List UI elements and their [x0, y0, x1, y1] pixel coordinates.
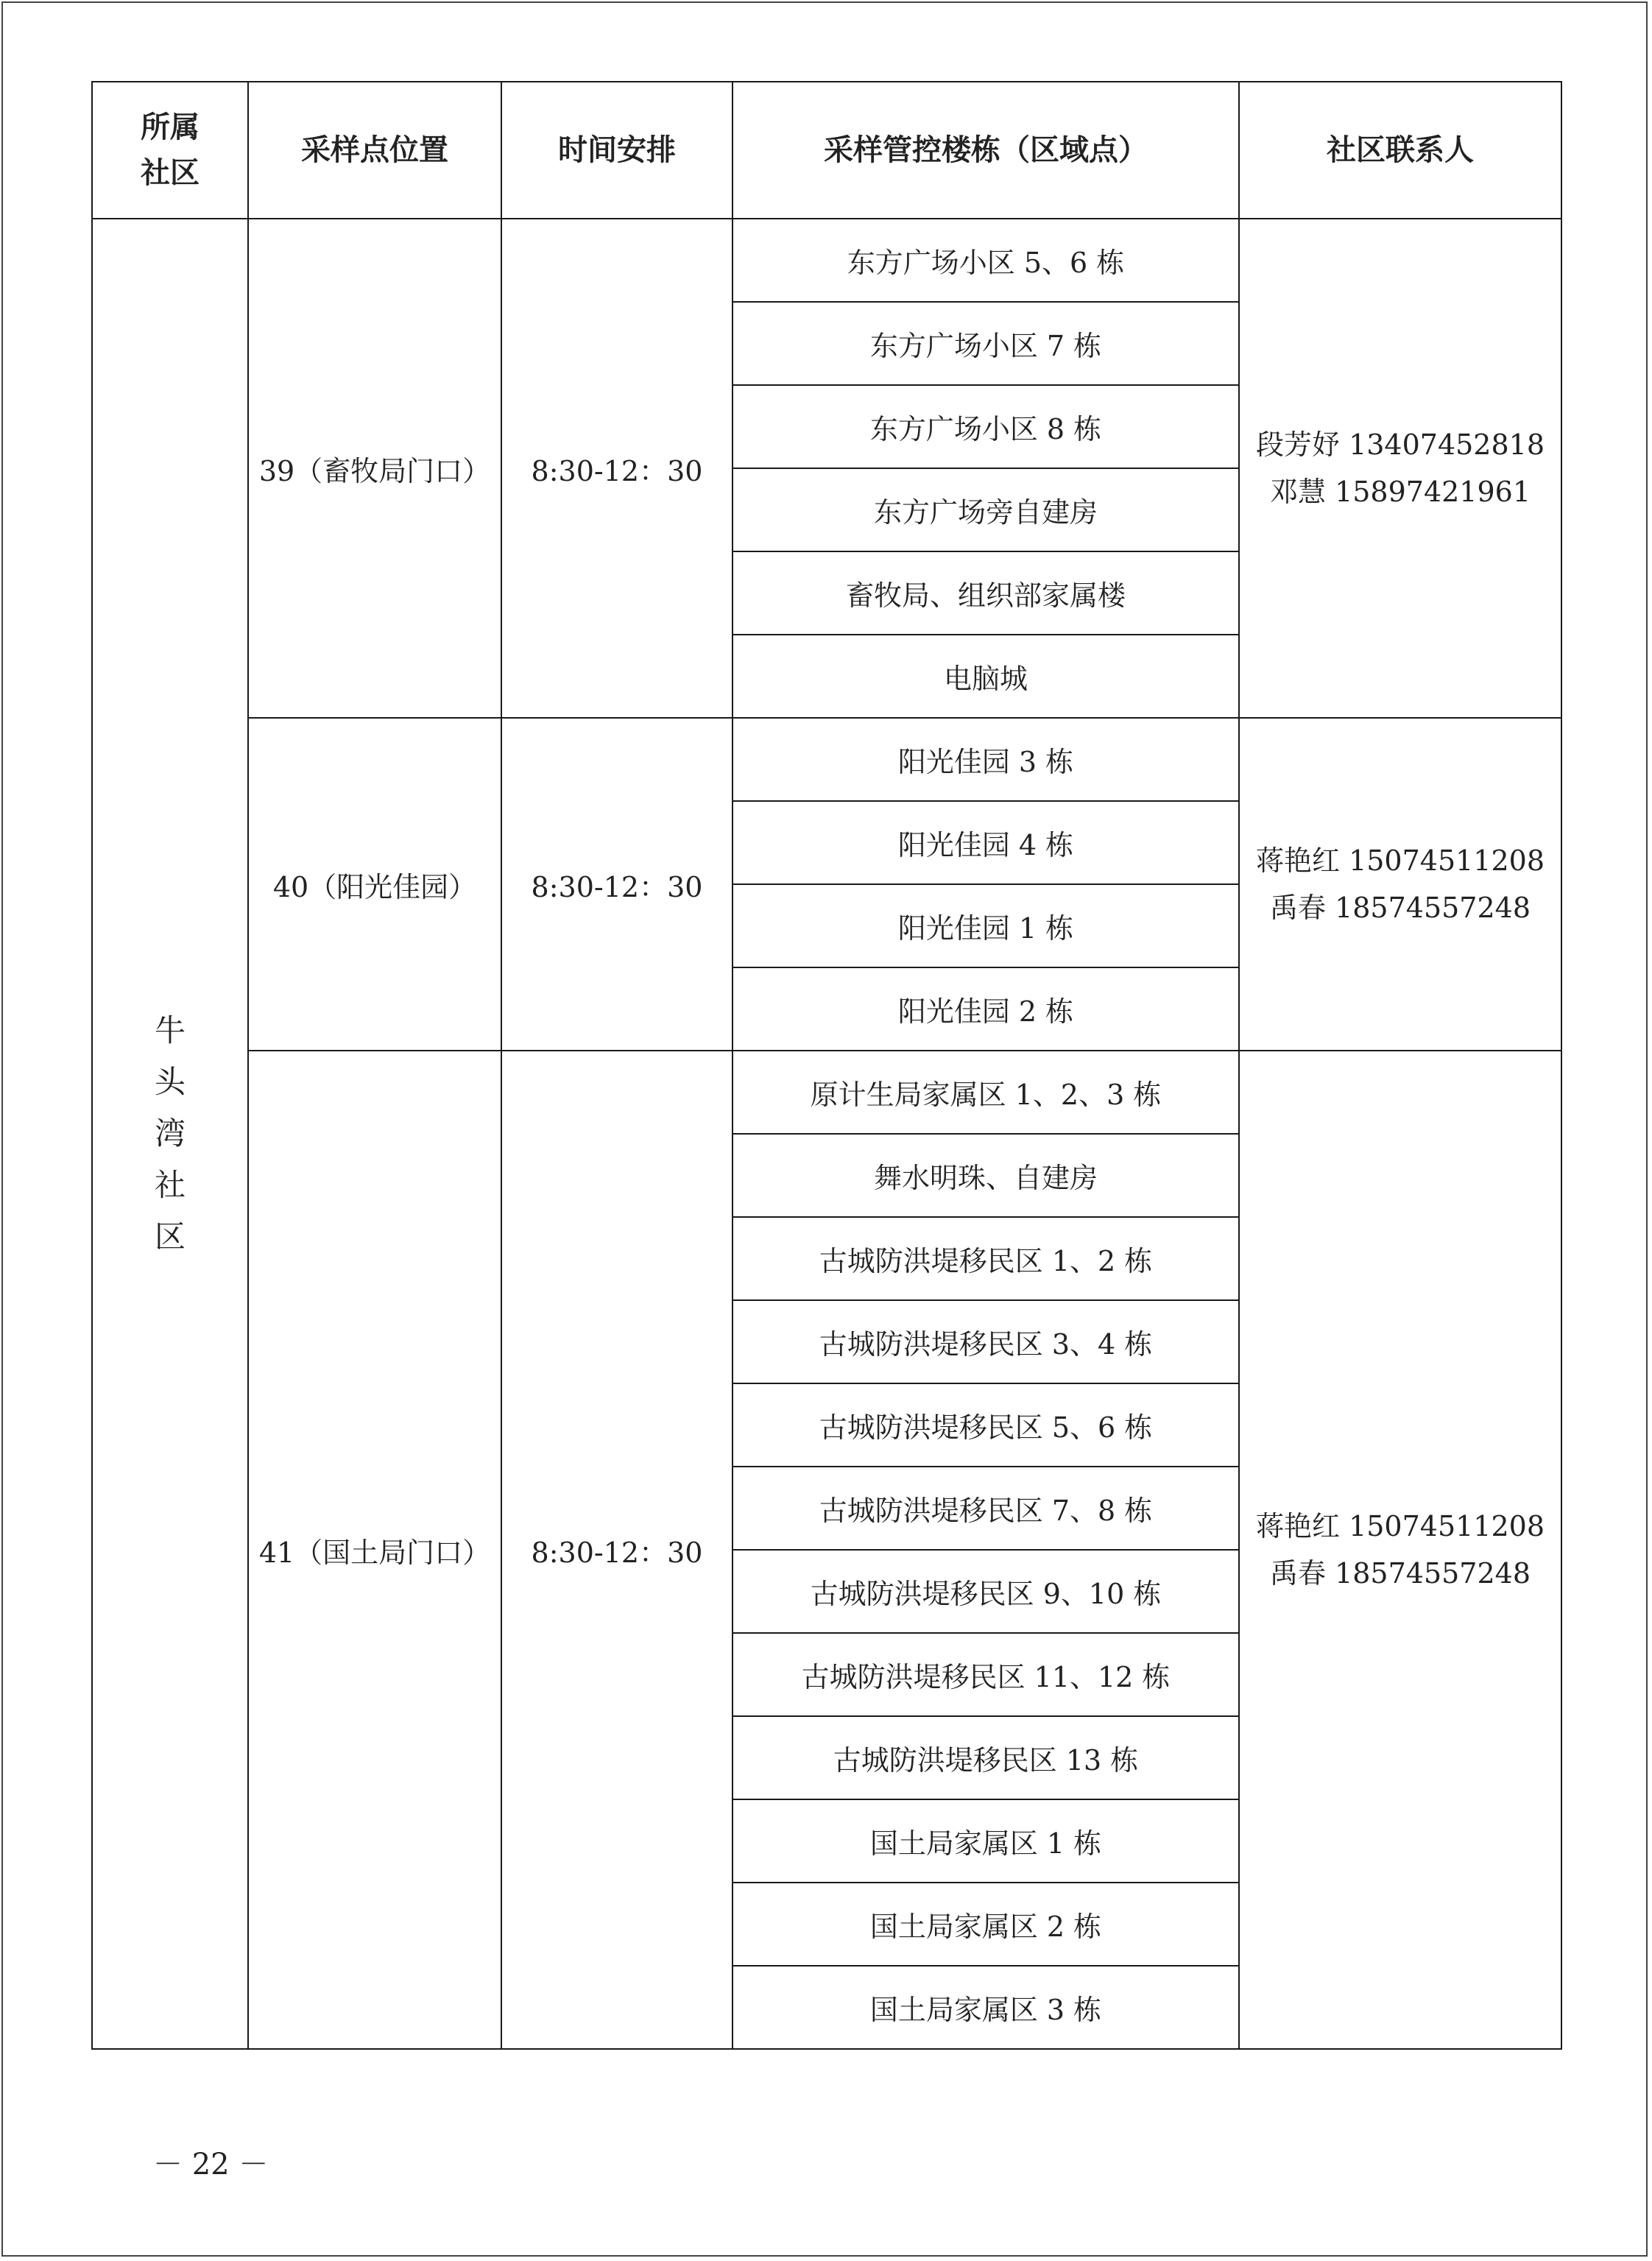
building-cell: 舞水明珠、自建房 — [733, 1134, 1239, 1217]
table-row — [92, 718, 1561, 801]
sampling-schedule-table — [91, 81, 1562, 2050]
building-cell: 东方广场小区 7 栋 — [733, 302, 1239, 385]
building-cell: 阳光佳园 3 栋 — [733, 718, 1239, 801]
header-site: 采样点位置 — [248, 82, 501, 219]
table-row — [92, 219, 1561, 302]
building-cell: 古城防洪堤移民区 7、8 栋 — [733, 1467, 1239, 1550]
building-cell: 东方广场小区 5、6 栋 — [733, 219, 1239, 302]
contact-person: 段芳妤 13407452818 — [1255, 428, 1545, 461]
table-header-row — [92, 82, 1561, 219]
contact-person: 蒋艳红 15074511208 — [1255, 1510, 1545, 1542]
building-cell: 古城防洪堤移民区 9、10 栋 — [733, 1550, 1239, 1633]
header-community: 所属 社区 — [92, 82, 248, 219]
building-cell: 古城防洪堤移民区 1、2 栋 — [733, 1217, 1239, 1300]
building-cell: 阳光佳园 4 栋 — [733, 801, 1239, 884]
time-cell: 8:30-12：30 — [501, 219, 733, 718]
sampling-site-cell: 41（国土局门口） — [248, 1051, 501, 2049]
contact-cell — [1239, 718, 1561, 1051]
contact-person: 蒋艳红 15074511208 — [1255, 844, 1545, 877]
building-cell: 畜牧局、组织部家属楼 — [733, 551, 1239, 635]
sampling-site-cell: 40（阳光佳园） — [248, 718, 501, 1051]
building-cell: 阳光佳园 2 栋 — [733, 967, 1239, 1051]
header-buildings: 采样管控楼栋（区域点） — [733, 82, 1239, 219]
table-row — [92, 1051, 1561, 1134]
header-time: 时间安排 — [501, 82, 733, 219]
building-cell: 古城防洪堤移民区 5、6 栋 — [733, 1383, 1239, 1467]
page-number: － 22 － — [153, 2148, 269, 2181]
community-name: 牛头湾社区 — [154, 1012, 186, 1255]
contact-cell — [1239, 1051, 1561, 2049]
building-cell: 国土局家属区 1 栋 — [733, 1799, 1239, 1883]
building-cell: 古城防洪堤移民区 13 栋 — [733, 1716, 1239, 1799]
time-cell: 8:30-12：30 — [501, 718, 733, 1051]
building-cell: 东方广场旁自建房 — [733, 468, 1239, 551]
header-contact: 社区联系人 — [1239, 82, 1561, 219]
building-cell: 古城防洪堤移民区 3、4 栋 — [733, 1300, 1239, 1383]
contact-person: 邓慧 15897421961 — [1269, 476, 1531, 508]
contact-cell — [1239, 219, 1561, 718]
building-cell: 古城防洪堤移民区 11、12 栋 — [733, 1633, 1239, 1716]
time-cell: 8:30-12：30 — [501, 1051, 733, 2049]
contact-person: 禹春 18574557248 — [1269, 1557, 1531, 1590]
building-cell: 东方广场小区 8 栋 — [733, 385, 1239, 468]
building-cell: 原计生局家属区 1、2、3 栋 — [733, 1051, 1239, 1134]
building-cell: 国土局家属区 3 栋 — [733, 1966, 1239, 2049]
contact-person: 禹春 18574557248 — [1269, 892, 1531, 924]
sampling-site-cell: 39（畜牧局门口） — [248, 219, 501, 718]
building-cell: 阳光佳园 1 栋 — [733, 884, 1239, 967]
building-cell: 电脑城 — [733, 635, 1239, 718]
community-cell — [92, 219, 248, 2049]
building-cell: 国土局家属区 2 栋 — [733, 1883, 1239, 1966]
